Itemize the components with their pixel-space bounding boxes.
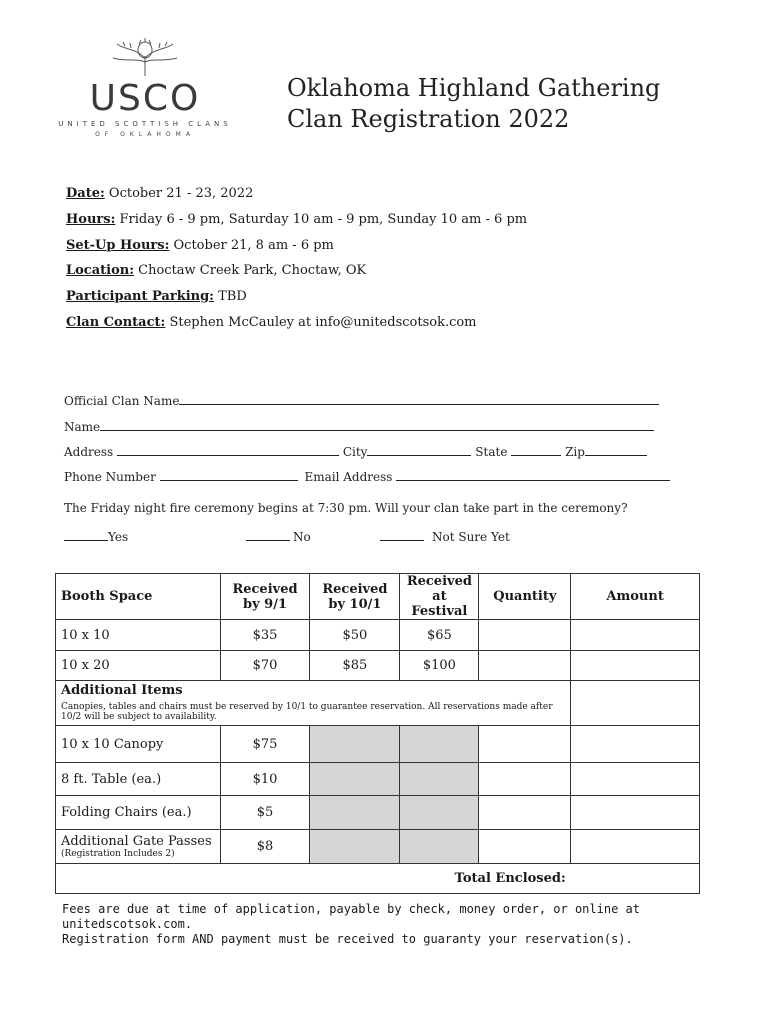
info-setup-hours xyxy=(66,238,334,253)
shaded-cell xyxy=(310,796,400,830)
email-field[interactable] xyxy=(396,468,670,481)
item-note: (Registration Includes 2) xyxy=(61,849,175,859)
price-cell: $70 xyxy=(220,651,310,681)
info-contact xyxy=(66,315,477,330)
logo-subtitle-2: OF OKLAHOMA xyxy=(95,131,195,138)
quantity-cell[interactable] xyxy=(479,620,571,651)
shaded-cell xyxy=(400,830,479,864)
zip-field[interactable] xyxy=(585,443,647,456)
price-cell: $85 xyxy=(310,651,400,681)
additional-items-cell xyxy=(56,681,571,726)
additional-items-row xyxy=(56,681,700,726)
additional-items-note: Canopies, tables and chairs must be reserved by 10/1 to guarantee reservation. All reservations made after 10/2 will be subject to availability. xyxy=(61,702,553,722)
item-label: Folding Chairs (ea.) xyxy=(56,796,221,830)
total-row xyxy=(56,864,700,894)
option-yes xyxy=(64,528,128,544)
amount-cell xyxy=(571,681,700,726)
official-clan-name-row xyxy=(64,392,659,408)
option-label: No xyxy=(293,530,311,544)
shaded-cell xyxy=(310,763,400,796)
phone-field[interactable] xyxy=(160,468,298,481)
header-received-9-1: Received by 9/1 xyxy=(220,574,310,620)
field-label: Phone Number xyxy=(64,470,156,484)
header-received-10-1: Received by 10/1 xyxy=(310,574,400,620)
yes-blank[interactable] xyxy=(64,528,108,541)
additional-items-title: Additional Items xyxy=(61,683,183,698)
booth-label: 10 x 10 xyxy=(56,620,221,651)
table-header-row xyxy=(56,574,700,620)
phone-email-row xyxy=(64,468,670,484)
title-line-1: Oklahoma Highland Gathering xyxy=(287,74,661,102)
info-value: TBD xyxy=(213,289,247,304)
price-cell: $100 xyxy=(400,651,479,681)
item-label: 10 x 10 Canopy xyxy=(56,726,221,763)
info-label: Date: xyxy=(66,186,105,201)
field-label: Official Clan Name xyxy=(64,394,180,408)
shaded-cell xyxy=(400,726,479,763)
quantity-cell[interactable] xyxy=(479,796,571,830)
price-cell: $75 xyxy=(220,726,310,763)
option-label: Not Sure Yet xyxy=(432,530,510,544)
shaded-cell xyxy=(310,726,400,763)
title-line-2: Clan Registration 2022 xyxy=(287,105,570,133)
quantity-cell[interactable] xyxy=(479,726,571,763)
footer-line-1: Fees are due at time of application, payable by check, money order, or online at unitedscotsok.com. xyxy=(62,902,640,931)
usco-logo xyxy=(55,38,235,143)
header-received-festival: Received at Festival xyxy=(400,574,479,620)
option-label: Yes xyxy=(108,530,129,544)
quantity-cell[interactable] xyxy=(479,830,571,864)
quantity-cell[interactable] xyxy=(479,763,571,796)
info-value: Choctaw Creek Park, Choctaw, OK xyxy=(134,263,367,278)
official-clan-name-field[interactable] xyxy=(179,392,659,405)
price-cell: $10 xyxy=(220,763,310,796)
amount-cell[interactable] xyxy=(571,726,700,763)
booth-label: 10 x 20 xyxy=(56,651,221,681)
info-date xyxy=(66,186,253,201)
price-cell: $5 xyxy=(220,796,310,830)
info-value: October 21, 8 am - 6 pm xyxy=(169,238,334,253)
total-amount-cell[interactable] xyxy=(571,864,700,894)
table-row xyxy=(56,620,700,651)
table-row xyxy=(56,726,700,763)
city-field[interactable] xyxy=(367,443,471,456)
item-label: Additional Gate Passes xyxy=(61,834,212,849)
not-sure-blank[interactable] xyxy=(380,528,424,541)
quantity-cell[interactable] xyxy=(479,651,571,681)
amount-cell[interactable] xyxy=(571,763,700,796)
price-cell: $65 xyxy=(400,620,479,651)
total-label: Total Enclosed: xyxy=(56,864,571,894)
info-value: Friday 6 - 9 pm, Saturday 10 am - 9 pm, Sunday 10 am - 6 pm xyxy=(115,212,528,227)
option-no xyxy=(246,528,311,544)
logo-subtitle: UNITED SCOTTISH CLANS xyxy=(58,120,232,128)
info-label: Location: xyxy=(66,263,135,278)
info-hours xyxy=(66,212,527,227)
info-label: Clan Contact: xyxy=(66,315,166,330)
field-label: Zip xyxy=(565,445,585,459)
field-label: State xyxy=(475,445,508,459)
info-label: Participant Parking: xyxy=(66,289,214,304)
shaded-cell xyxy=(400,763,479,796)
amount-cell[interactable] xyxy=(571,796,700,830)
state-field[interactable] xyxy=(511,443,561,456)
info-value: Stephen McCauley at info@unitedscotsok.com xyxy=(165,315,477,330)
option-not-sure xyxy=(380,528,510,544)
header-booth-space: Booth Space xyxy=(56,574,221,620)
table-row xyxy=(56,796,700,830)
name-row xyxy=(64,418,654,434)
price-cell: $50 xyxy=(310,620,400,651)
shaded-cell xyxy=(400,796,479,830)
item-label-cell xyxy=(56,830,221,864)
fee-table xyxy=(55,573,700,894)
info-value: October 21 - 23, 2022 xyxy=(104,186,254,201)
name-field[interactable] xyxy=(100,418,654,431)
footer-line-2: Registration form AND payment must be received to guaranty your reservation(s). xyxy=(62,932,633,946)
field-label: Address xyxy=(64,445,114,459)
item-label: 8 ft. Table (ea.) xyxy=(56,763,221,796)
field-label: Email Address xyxy=(304,470,393,484)
info-location xyxy=(66,263,366,278)
table-row xyxy=(56,651,700,681)
footer-note xyxy=(62,902,770,947)
amount-cell[interactable] xyxy=(571,830,700,864)
field-label: City xyxy=(342,445,368,459)
info-label: Hours: xyxy=(66,212,116,227)
price-cell: $8 xyxy=(220,830,310,864)
table-row xyxy=(56,830,700,864)
header-amount: Amount xyxy=(571,574,700,620)
info-label: Set-Up Hours: xyxy=(66,238,170,253)
amount-cell[interactable] xyxy=(571,620,700,651)
info-parking xyxy=(66,289,247,304)
amount-cell[interactable] xyxy=(571,651,700,681)
header-quantity: Quantity xyxy=(479,574,571,620)
no-blank[interactable] xyxy=(246,528,290,541)
address-field[interactable] xyxy=(117,443,339,456)
page-title xyxy=(287,73,660,135)
field-label: Name xyxy=(64,420,101,434)
table-row xyxy=(56,763,700,796)
shaded-cell xyxy=(310,830,400,864)
fire-ceremony-question: The Friday night fire ceremony begins at 7:30 pm. Will your clan take part in the ceremony? xyxy=(64,501,628,515)
price-cell: $35 xyxy=(220,620,310,651)
address-row xyxy=(64,443,647,459)
thistle-icon xyxy=(105,38,185,78)
logo-wordmark: USCO xyxy=(89,78,201,119)
